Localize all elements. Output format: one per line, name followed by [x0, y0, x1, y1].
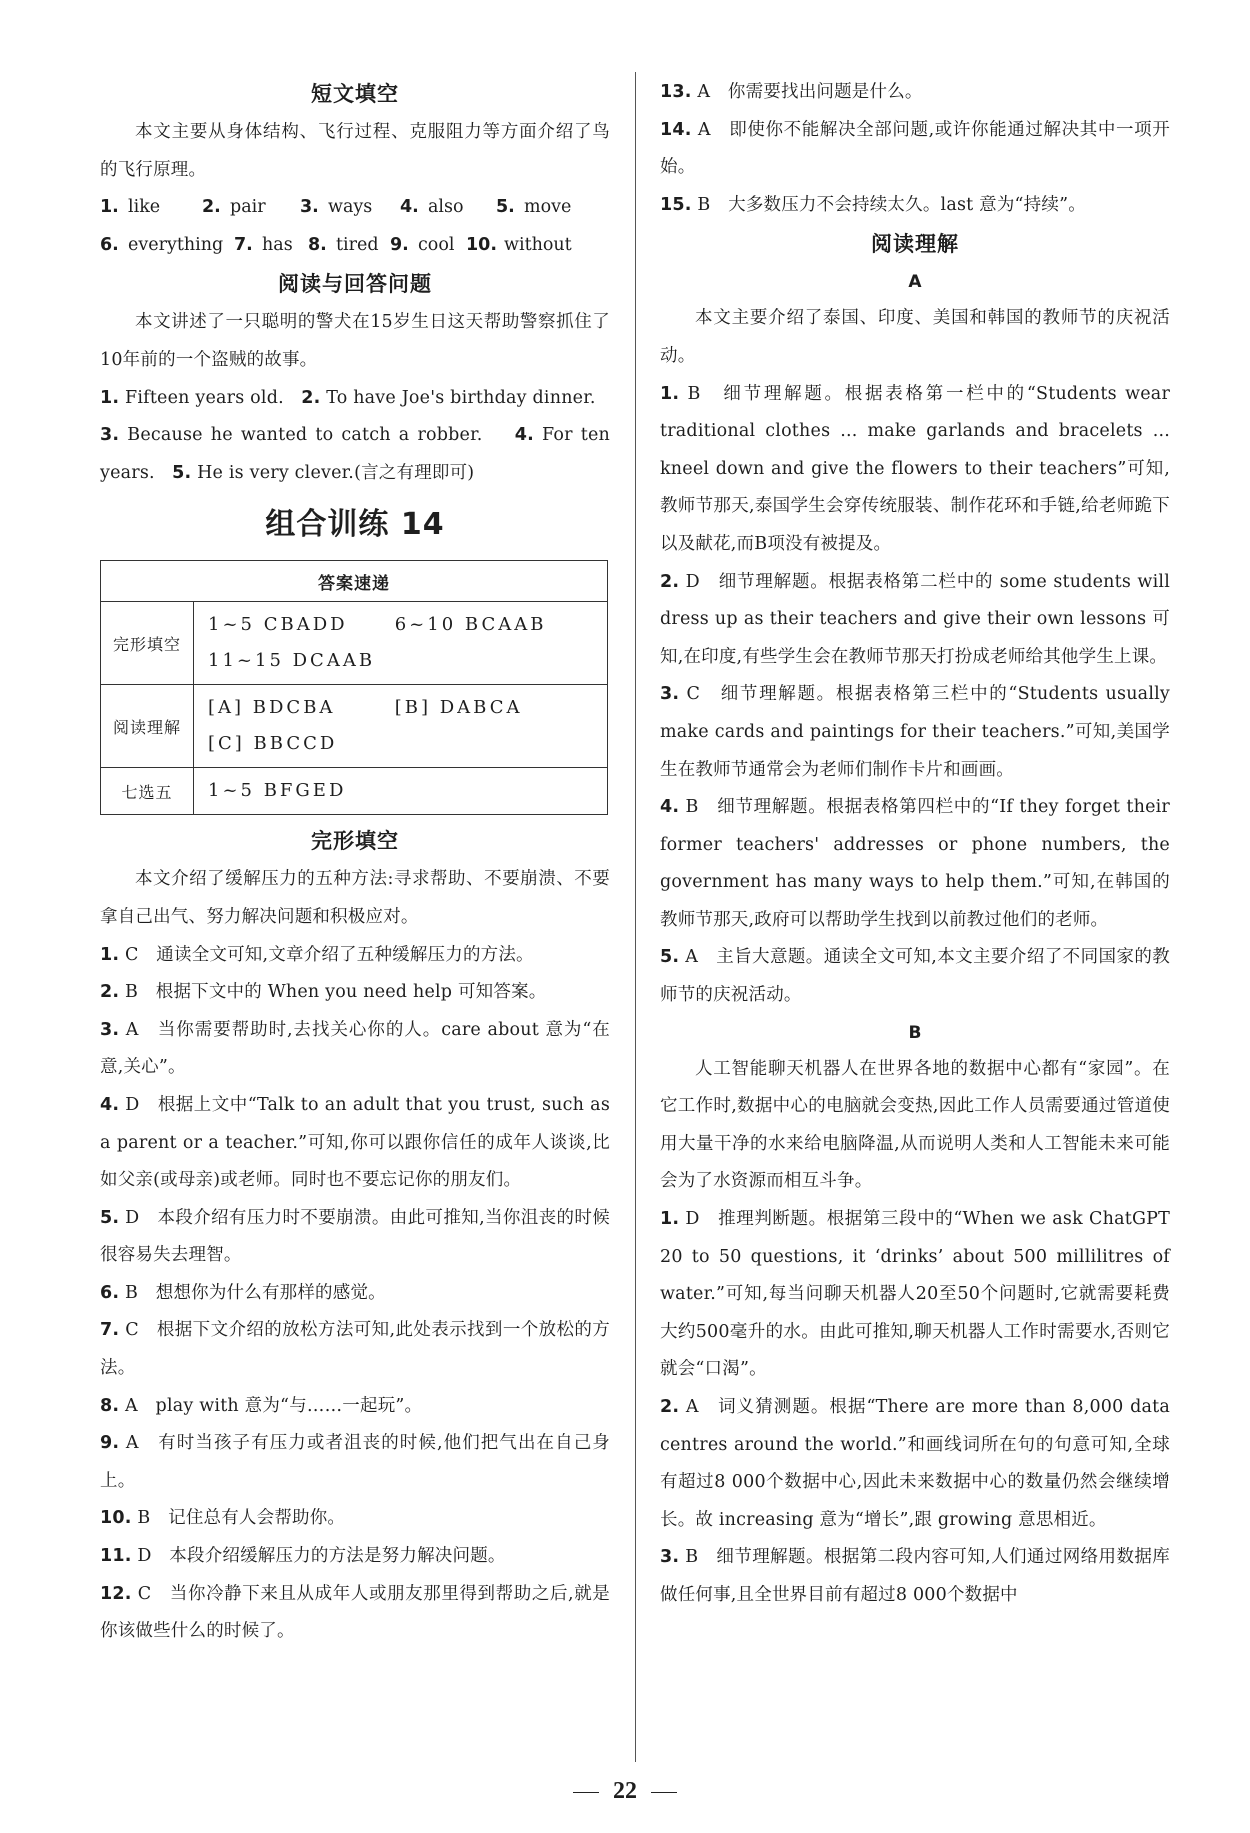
- passage-label-b: B: [908, 1022, 922, 1043]
- answer-text: Because he wanted to catch a robber.: [127, 425, 483, 446]
- section-intro: 本文主要介绍了泰国、印度、美国和韩国的教师节的庆祝活动。: [660, 308, 1170, 366]
- answer-text: He is very clever.(言之有理即可): [197, 462, 475, 483]
- answer-text: move: [524, 197, 572, 218]
- row-values: [194, 602, 608, 685]
- item-number: 1.: [100, 944, 120, 965]
- answer-row: [100, 227, 610, 265]
- item-number: 13.: [660, 82, 692, 102]
- table-row: [101, 685, 608, 768]
- answer-text: pair: [230, 197, 266, 218]
- section-intro: 本文主要从身体结构、飞行过程、克服阻力等方面介绍了鸟的飞行原理。: [100, 122, 610, 180]
- answer-number: 1.: [100, 387, 120, 408]
- answer-number: 2.: [301, 387, 321, 408]
- answer-text: tired: [336, 234, 379, 255]
- row-label: 完形填空: [101, 602, 194, 685]
- explanation-item: [100, 1576, 610, 1651]
- answer-line: [100, 417, 610, 492]
- item-number: 14.: [660, 119, 692, 140]
- page-number-dash: [651, 1792, 677, 1794]
- passage-label-a: A: [908, 272, 922, 293]
- explanation-item: [660, 187, 1170, 225]
- item-number: 1.: [660, 1209, 680, 1230]
- item-number: 3.: [660, 684, 680, 705]
- row-values: [194, 685, 608, 768]
- item-text: A 你需要找出问题是什么。: [697, 82, 923, 102]
- explanation-item: [100, 1200, 610, 1275]
- answer-number: 5.: [172, 462, 192, 483]
- quick-answer-table: [100, 560, 608, 815]
- answer-number: 7.: [234, 234, 253, 255]
- table-row: [101, 768, 608, 815]
- item-text: D 本段介绍有压力时不要崩溃。由此可推知,当你沮丧的时候很容易失去理智。: [100, 1207, 610, 1266]
- answer-text: For ten years.: [100, 425, 610, 483]
- section-intro: 人工智能聊天机器人在世界各地的数据中心都有“家园”。在它工作时,数据中心的电脑就会变热,因此工作人员需要通过管道使用大量干净的水来给电脑降温,从而说明人类和人工智能未来可能会为了水资源而相互斗争。: [660, 1058, 1170, 1192]
- explanation-item: [100, 1087, 610, 1200]
- item-text: D 推理判断题。根据第三段中的“When we ask ChatGPT 20 to 50 questions, it ‘drinks’ about 500 millilitres of water.”可知,每当问聊天机器人20至50个问题时,它就需要耗费大约500毫升的水。由此可推知,聊天机器人工作时需要水,否则它就会“口渴”。: [660, 1209, 1170, 1380]
- item-text: D 细节理解题。根据表格第二栏中的 some students will dress up as their teachers and give their own lessons 可知,在印度,有些学生会在教师节那天打扮成老师给其他学生上课。: [660, 571, 1170, 667]
- answer-number: 10.: [466, 234, 498, 255]
- explanation-item: [100, 1425, 610, 1500]
- item-number: 5.: [100, 1207, 120, 1228]
- answer-number: 4.: [514, 425, 534, 446]
- explanation-item: [660, 1389, 1170, 1539]
- table-row: [101, 602, 608, 685]
- row-label: 阅读理解: [101, 685, 194, 768]
- item-number: 1.: [660, 383, 680, 404]
- item-number: 3.: [100, 1019, 120, 1040]
- page-number: [0, 1778, 1250, 1805]
- item-text: C 当你冷静下来且从成年人或朋友那里得到帮助之后,就是你该做些什么的时候了。: [100, 1583, 610, 1642]
- page-number-dash: [573, 1792, 599, 1794]
- item-text: A play with 意为“与……一起玩”。: [125, 1395, 423, 1416]
- item-text: A 主旨大意题。通读全文可知,本文主要介绍了不同国家的教师节的庆祝活动。: [660, 947, 1170, 1006]
- explanation-item: [100, 1275, 610, 1313]
- item-number: 4.: [100, 1094, 120, 1115]
- answer-text: like: [128, 197, 161, 218]
- answer-row: [100, 189, 610, 227]
- item-number: 3.: [660, 1547, 680, 1568]
- item-text: C 通读全文可知,文章介绍了五种缓解压力的方法。: [125, 944, 534, 965]
- answer-number: 1.: [100, 197, 119, 218]
- answer-text: cool: [418, 234, 455, 255]
- section-title-reading-answer: 阅读与回答问题: [278, 272, 432, 297]
- page-number-value: 22: [613, 1778, 637, 1804]
- answer-group: 6~10 BCAAB: [394, 614, 547, 636]
- item-text: D 本段介绍缓解压力的方法是努力解决问题。: [137, 1546, 506, 1567]
- item-text: C 根据下文介绍的放松方法可知,此处表示找到一个放松的方法。: [100, 1320, 610, 1379]
- item-number: 8.: [100, 1395, 120, 1416]
- answer-group: 1~5 BFGED: [208, 780, 347, 802]
- item-text: B 想想你为什么有那样的感觉。: [125, 1282, 386, 1303]
- row-label: 七选五: [101, 768, 194, 815]
- answer-text: without: [504, 234, 572, 255]
- item-text: A 有时当孩子有压力或者沮丧的时候,他们把气出在自己身上。: [100, 1433, 610, 1491]
- answer-text: To have Joe's birthday dinner.: [326, 387, 596, 408]
- explanation-item: [660, 564, 1170, 677]
- explanation-item: [100, 1388, 610, 1426]
- explanation-item: [100, 1538, 610, 1576]
- answer-text: ways: [328, 197, 373, 218]
- item-text: D 根据上文中“Talk to an adult that you trust, such as a parent or a teacher.”可知,你可以跟你信任的成年人谈谈,比如父亲(或母亲)或老师。同时也不要忘记你的朋友们。: [100, 1094, 611, 1191]
- explanation-item: [660, 1201, 1170, 1389]
- right-column: [660, 74, 1170, 1615]
- item-number: 6.: [100, 1282, 120, 1303]
- answer-group: [A] BDCBA: [208, 697, 336, 719]
- answer-group: 1~5 CBADD: [208, 614, 348, 636]
- answer-group: [C] BBCCD: [208, 733, 338, 755]
- item-number: 2.: [100, 982, 120, 1003]
- answer-line: [100, 380, 610, 418]
- row-values: [194, 768, 608, 815]
- item-text: B 细节理解题。根据表格第一栏中的“Students wear traditional clothes ... make garlands and bracelets ... kneel down and give the flowers to their teachers”可知,教师节那天,泰国学生会穿传统服装、制作花环和手链,给老师跪下以及献花,而B项没有被提及。: [660, 383, 1171, 554]
- explanation-item: [660, 789, 1170, 939]
- left-column: [100, 74, 610, 1651]
- item-text: B 根据下文中的 When you need help 可知答案。: [125, 982, 547, 1003]
- item-number: 15.: [660, 194, 692, 215]
- item-number: 10.: [100, 1508, 132, 1529]
- answer-number: 2.: [202, 197, 221, 218]
- answer-number: 8.: [308, 234, 327, 255]
- explanation-item: [660, 112, 1170, 187]
- item-number: 4.: [660, 797, 680, 818]
- answer-number: 4.: [400, 197, 419, 218]
- table-header: 答案速递: [101, 561, 608, 602]
- section-title-reading: 阅读理解: [871, 232, 959, 257]
- item-number: 2.: [660, 571, 680, 592]
- section-intro: 本文介绍了缓解压力的五种方法:寻求帮助、不要崩溃、不要拿自己出气、努力解决问题和积极应对。: [100, 869, 610, 927]
- answer-number: 6.: [100, 234, 119, 255]
- item-text: A 词义猜测题。根据“There are more than 8,000 data centres around the world.”和画线词所在句的句意可知,全球有超过8 000个数据中心,因此未来数据中心的数量仍然会继续增长。故 increasing 意为“增长”,跟 growing 意思相近。: [660, 1397, 1170, 1530]
- item-text: B 大多数压力不会持续太久。last 意为“持续”。: [697, 194, 1086, 215]
- explanation-item: [660, 74, 1170, 112]
- section-title-cloze-short: 短文填空: [311, 82, 399, 106]
- answer-text: has: [262, 234, 293, 255]
- item-text: B 记住总有人会帮助你。: [137, 1508, 346, 1529]
- item-text: B 细节理解题。根据第二段内容可知,人们通过网络用数据库做任何事,且全世界目前有超过8 000个数据中: [660, 1547, 1170, 1605]
- item-text: A 即使你不能解决全部问题,或许你能通过解决其中一项开始。: [660, 119, 1171, 178]
- item-number: 7.: [100, 1320, 120, 1341]
- item-text: C 细节理解题。根据表格第三栏中的“Students usually make cards and paintings for their teachers.”可知,美国学生在教师节通常会为老师们制作卡片和画画。: [660, 684, 1170, 780]
- answer-number: 3.: [300, 197, 319, 218]
- explanation-item: [100, 1012, 610, 1087]
- answer-number: 9.: [390, 234, 409, 255]
- section-title-cloze: 完形填空: [311, 829, 399, 854]
- explanation-item: [660, 939, 1170, 1014]
- answer-text: everything: [128, 234, 224, 255]
- answer-number: 3.: [100, 425, 120, 446]
- answer-text: also: [428, 197, 464, 218]
- answer-group: [B] DABCA: [394, 697, 523, 719]
- explanation-item: [100, 1312, 610, 1387]
- item-number: 11.: [100, 1546, 132, 1567]
- answer-text: Fifteen years old.: [125, 387, 284, 408]
- answer-number: 5.: [496, 197, 515, 218]
- explanation-item: [100, 1500, 610, 1538]
- explanation-item: [660, 376, 1170, 564]
- section-intro: 本文讲述了一只聪明的警犬在15岁生日这天帮助警察抓住了10年前的一个盗贼的故事。: [100, 312, 610, 370]
- explanation-item: [100, 937, 610, 975]
- item-number: 2.: [660, 1397, 680, 1417]
- explanation-item: [660, 1539, 1170, 1614]
- item-number: 9.: [100, 1433, 120, 1454]
- explanation-item: [100, 974, 610, 1012]
- item-number: 12.: [100, 1583, 132, 1604]
- unit-title: 组合训练 14: [265, 507, 445, 543]
- item-text: A 当你需要帮助时,去找关心你的人。care about 意为“在意,关心”。: [100, 1019, 610, 1078]
- item-text: B 细节理解题。根据表格第四栏中的“If they forget their former teachers' addresses or phone numbers, the government has many ways to help them.”可知,在韩国的教师节那天,政府可以帮助学生找到以前教过他们的老师。: [660, 797, 1171, 930]
- answer-group: 11~15 DCAAB: [208, 650, 376, 672]
- item-number: 5.: [660, 947, 680, 968]
- column-divider: [635, 72, 636, 1762]
- explanation-item: [660, 676, 1170, 789]
